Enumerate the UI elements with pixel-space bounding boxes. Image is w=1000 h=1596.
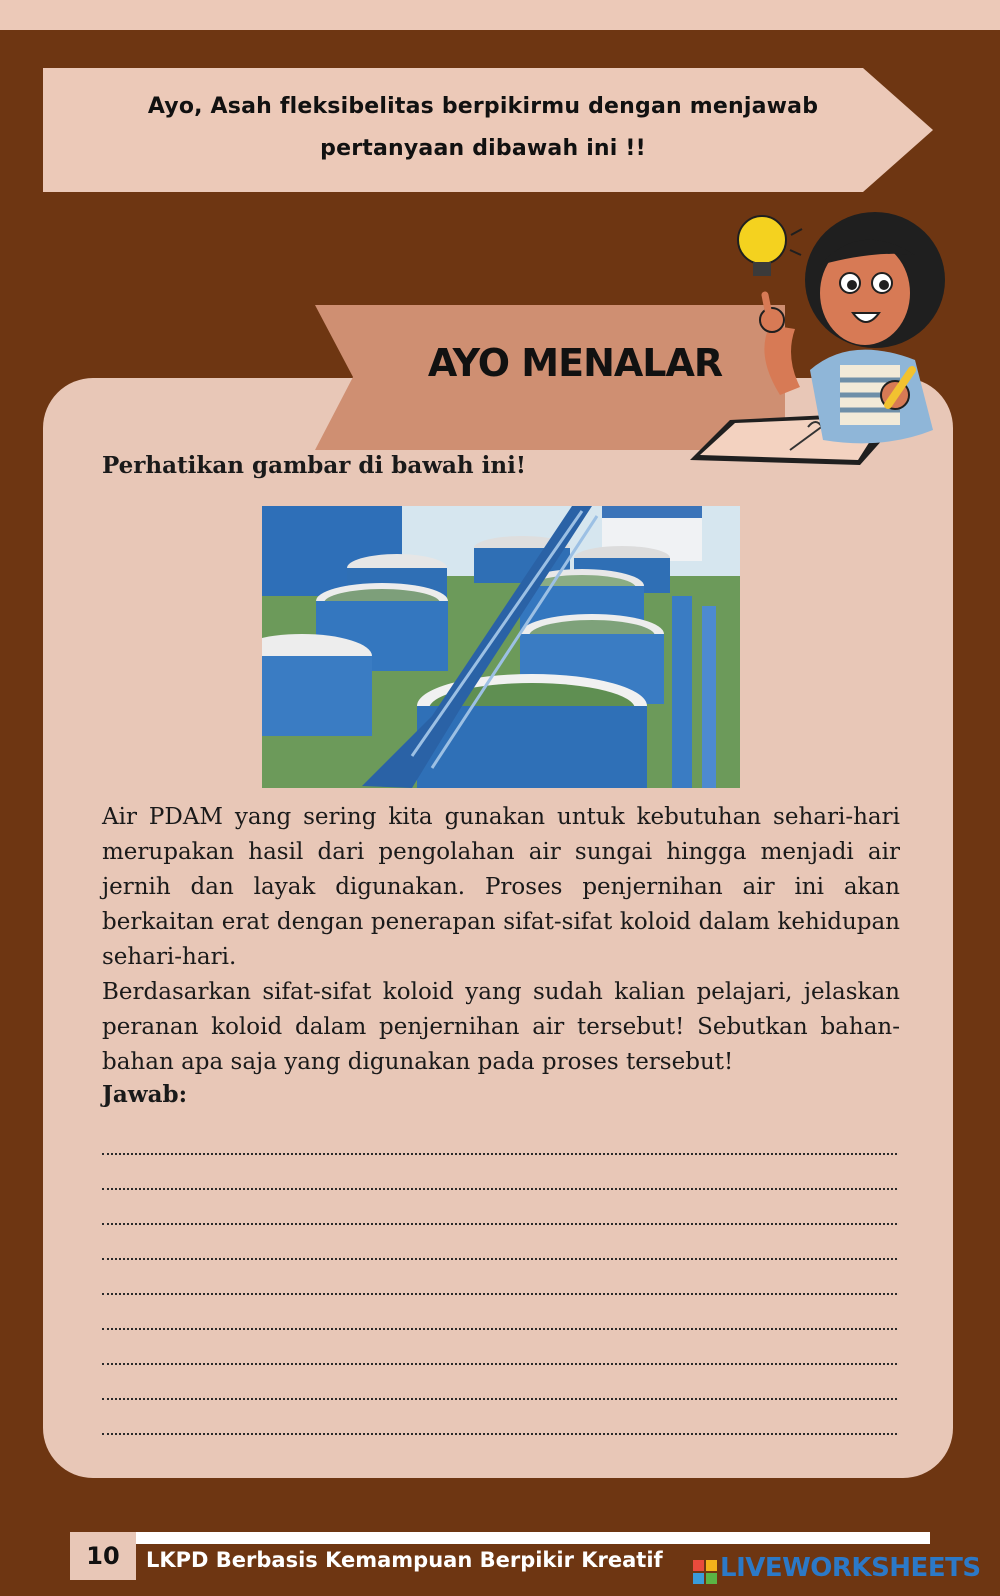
banner-line-2: pertanyaan dibawah ini !! — [320, 136, 646, 161]
page-number: 10 — [70, 1532, 136, 1580]
answer-label: Jawab: — [102, 1081, 188, 1108]
girl-thinking-illustration — [690, 205, 970, 485]
reading-passage — [102, 800, 900, 1080]
answer-line[interactable] — [102, 1260, 897, 1295]
top-strip — [0, 0, 1000, 30]
answer-line[interactable] — [102, 1120, 897, 1155]
answer-line[interactable] — [102, 1190, 897, 1225]
answer-line[interactable] — [102, 1225, 897, 1260]
banner-text — [83, 86, 883, 170]
paragraph-context: Air PDAM yang sering kita gunakan untuk kebutuhan sehari-hari merupakan hasil dari pengolahan air sungai hingga menjadi air jernih dan layak digunakan. Proses penjernihan air ini akan berkaitan erat dengan penerapan sifat-sifat koloid dalam kehidupan sehari-hari. — [102, 804, 900, 970]
footer-bar — [70, 1532, 930, 1544]
answer-line[interactable] — [102, 1365, 897, 1400]
answer-line[interactable] — [102, 1400, 897, 1435]
footer-title: LKPD Berbasis Kemampuan Berpikir Kreatif — [146, 1548, 663, 1572]
answer-area[interactable] — [102, 1120, 897, 1435]
liveworksheets-watermark[interactable]: LIVEWORKSHEETS — [720, 1553, 981, 1583]
answer-line[interactable] — [102, 1155, 897, 1190]
answer-line[interactable] — [102, 1295, 897, 1330]
paragraph-question: Berdasarkan sifat-sifat koloid yang sudah kalian pelajari, jelaskan peranan koloid dalam penjernihan air tersebut! Sebutkan bahan-bahan apa saja yang digunakan pada proses tersebut! — [102, 979, 900, 1075]
banner-line-1: Ayo, Asah fleksibelitas berpikirmu dengan menjawab — [147, 94, 819, 119]
instruction-text: Perhatikan gambar di bawah ini! — [102, 452, 526, 479]
section-title: AYO MENALAR — [427, 341, 723, 385]
liveworksheets-logo-icon — [693, 1560, 717, 1584]
instruction-banner — [43, 68, 953, 192]
water-treatment-photo — [262, 506, 740, 788]
answer-line[interactable] — [102, 1330, 897, 1365]
